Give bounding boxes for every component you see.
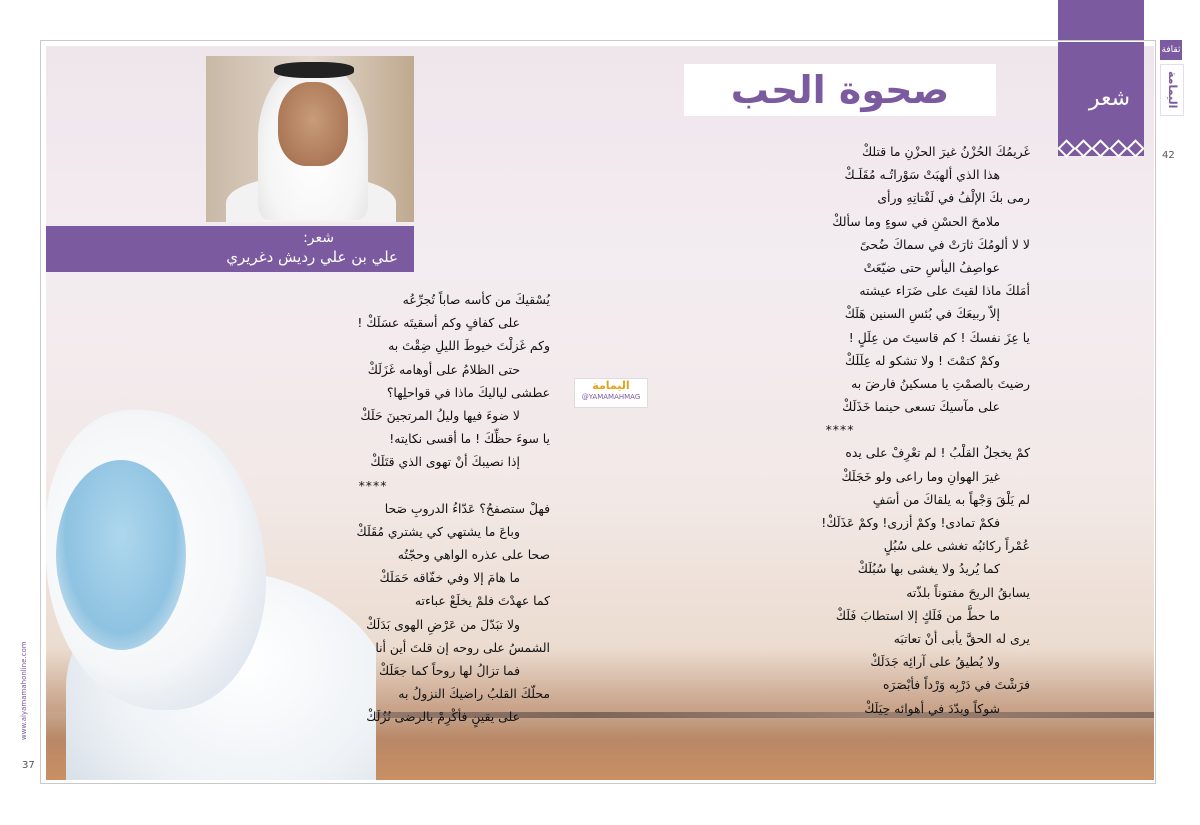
- poem-line: فرَشْتَ في دَرْبِه وَرْداً فأبْصَرَه: [882, 677, 1030, 693]
- poem-line: ما حطَّ من فَلَكٍ إلا استطابَ فَلَكْ: [835, 607, 1000, 623]
- stanza-separator: ****: [358, 477, 388, 493]
- portrait-face: [278, 82, 348, 166]
- header-tab: [1058, 0, 1144, 40]
- poem-line: هذا الذي ألهبَتْ سَوْراتُـه مُقَلَـكْ: [844, 167, 1000, 183]
- poem-line: ولا تبَدّلَ من عَرْضِ الهوى بَدَلَكْ: [366, 616, 520, 632]
- poem-line: يا عِزَ نفسكَ ! كم قاسيتَ من عِلَلٍ !: [848, 329, 1030, 345]
- poem-line: صحا على عذره الواهي وحجّتُه: [397, 547, 550, 563]
- poem-line: يُسْقيكَ من كأسه صاباً تُجرِّعُه: [402, 292, 550, 307]
- poem-line: يرى له الحقَّ يأبى أنْ تعاتبَه: [893, 630, 1030, 646]
- poem-line: الشمسُ على روحه إن قلتَ أين أنا: [375, 639, 550, 655]
- poem-line: ولا يُطيقُ على آرائِه جَدَلَكْ: [870, 654, 1000, 670]
- poem-line: فكمْ تمادى! وكمْ أزرى! وكمْ عَذَلَكْ!: [821, 515, 1000, 530]
- diamond-icon: [1092, 139, 1110, 157]
- twitter-brand: اليمامة: [592, 379, 630, 392]
- poet-portrait: [206, 56, 414, 222]
- magazine-logo: اليمامة: [1160, 64, 1184, 116]
- diamond-icon: [1109, 139, 1127, 157]
- author-box: [46, 226, 414, 272]
- poem-line: كمْ يخجلُ القلْبُ ! لم تعْرِفْ على يده: [845, 445, 1030, 461]
- poem-line: لم يَلْقَ وَجْهاً به يلقاكَ من أسَفٍ: [872, 491, 1030, 507]
- diamond-icon: [1126, 139, 1144, 157]
- page-number-right: 42: [1162, 150, 1175, 161]
- category-label: ثقافة: [1160, 40, 1182, 60]
- poem-line: عُمْراً ركائبُه تغشى على سُبُلٍ: [883, 538, 1030, 554]
- poem-line: كما يُريدُ ولا يغشى بها سُبُلَكْ: [857, 561, 1000, 577]
- twitter-badge: [574, 378, 648, 408]
- poem-line: عطشى لياليكَ ماذا في قواحلِها؟: [386, 384, 550, 400]
- poem-title: صحوة الحب: [730, 68, 950, 112]
- poem-line: غَريمُكَ الحُزْنُ غيرَ الحزْنِ ما قتلكْ: [861, 144, 1030, 159]
- poem-line: يسابقُ الريحَ مفتوناً بلذّته: [906, 584, 1030, 600]
- title-box: [684, 64, 996, 116]
- author-prefix: شعر:: [303, 230, 334, 246]
- twitter-handle: @YAMAMAHMAG: [581, 393, 641, 401]
- diamond-ornament: [1058, 140, 1144, 156]
- poem-line: ما هامَ إلا وفي خفّاقه حَمَلَكْ: [379, 570, 520, 586]
- stanza-separator: ****: [825, 422, 855, 438]
- poem-line: رمى بكَ الإلْفُ في لَفْتاتِهِ ورأى: [877, 190, 1030, 206]
- poem-line: وباعَ ما يشتهي كي يشتري مُقَلَكْ: [356, 523, 520, 539]
- poem-left-column: [196, 288, 550, 729]
- poem-line: شوكاً وبدّدَ في أهوائه حِيَلَكْ: [864, 700, 1000, 716]
- poem-line: كما عهدْتَ فلمْ يخلَعْ عباءته: [414, 593, 550, 609]
- poem-line: وكمْ كتمْتَ ! ولا تشكو له عِلَلَكْ: [845, 352, 1000, 368]
- poem-line: أمَلكَ ماذا لقيتَ على ضَرَاء عيشته: [859, 283, 1030, 299]
- poem-line: على كفافٍ وكم أسقيتَه عسَلَكْ !: [357, 315, 520, 331]
- poem-line: حتى الظلامُ على أوهامه غَزَلَكْ: [367, 361, 520, 377]
- section-label: شعر: [1088, 86, 1130, 111]
- poem-line: وكم غَزلْتَ خيوطَ الليلِ ضِقْتَ به: [388, 338, 550, 354]
- section-tab: [1058, 42, 1144, 154]
- poem-right-column: [650, 140, 1030, 720]
- poem-line: ملامحَ الحسْنِ في سوءٍ وما سألكْ: [832, 213, 1000, 229]
- poem-line: لا لا ألومُكَ ثارَتْ في سماكَ ضُحىً: [860, 236, 1030, 252]
- face-shape: [56, 460, 186, 650]
- poem-line: عواصِفُ اليأسِ حتى ضيّعَتْ: [863, 259, 1000, 275]
- author-name: علي بن علي رديش دغريري: [226, 248, 398, 266]
- poem-line: فهلْ ستصفحُ؟ عَدّاءُ الدروبِ صَحا: [384, 500, 550, 516]
- poem-line: إلاّ ربيعَكَ في بُئسِ السنين هَلَكْ: [844, 306, 1000, 322]
- poem-line: غيرَ الهوانِ وما راعى ولو خَجَلَكْ: [841, 468, 1000, 484]
- poem-line: لا ضوءَ فيها وليلُ المرتجينَ حَلَكْ: [360, 407, 520, 423]
- poem-line: رضيتَ بالصمْتِ يا مسكينُ فارضَ به: [851, 375, 1030, 391]
- portrait-agal: [274, 62, 354, 78]
- poem-line: فما تزالُ لها روحاً كما جعَلَكْ: [379, 663, 520, 678]
- poem-line: على مآسيكَ تسعى حينما خَذَلَكْ: [842, 399, 1000, 415]
- page-number-left: 37: [22, 760, 35, 771]
- poem-line: يا سوءَ حظِّكَ ! ما أقسى نكايته!: [389, 431, 550, 447]
- website-url: www.alyamamahonline.com: [20, 641, 28, 740]
- poem-line: على يقينٍ فأكْرِمْ بالرضى نُزُلَكْ: [366, 709, 520, 725]
- poem-line: إذا نصيبكَ أنْ تهوى الذي قتَلَكْ: [370, 454, 520, 470]
- poem-line: محلّكَ القلبُ راضيكَ النزولُ به: [398, 686, 550, 702]
